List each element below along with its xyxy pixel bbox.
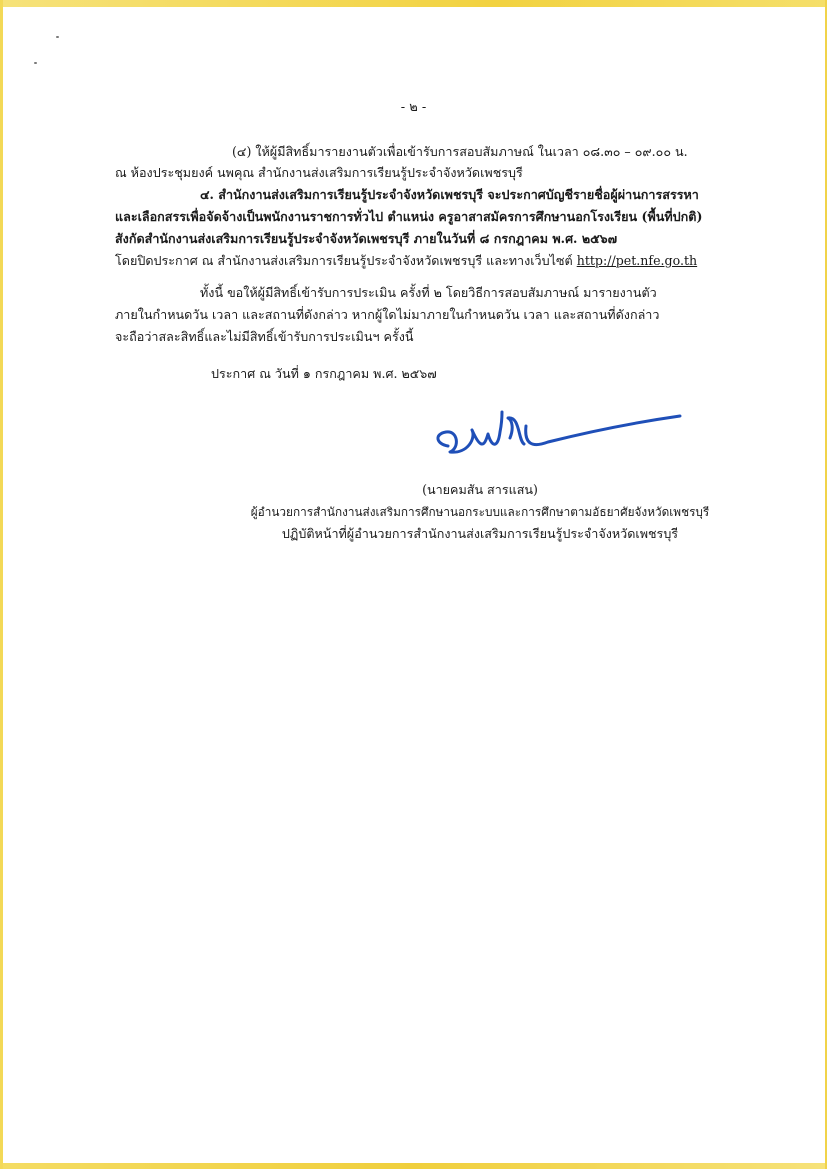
section-4-line-4-text: โดยปิดประกาศ ณ สำนักงานส่งเสริมการเรียนรู้ประจำจังหวัดเพชรบุรี และทางเว็บไซต์ <box>115 253 573 268</box>
website-link[interactable]: http://pet.nfe.go.th <box>576 253 698 268</box>
page-top-border <box>0 0 827 7</box>
paragraph-4-line-2: ณ ห้องประชุมยงค์ นพคุณ สำนักงานส่งเสริมการเรียนรู้ประจำจังหวัดเพชรบุรี <box>115 165 523 180</box>
signatory-title-2: ปฏิบัติหน้าที่ผู้อำนวยการสำนักงานส่งเสริมการเรียนรู้ประจำจังหวัดเพชรบุรี <box>281 526 679 541</box>
announcement-date: ประกาศ ณ วันที่ ๑ กรกฎาคม พ.ศ. ๒๕๖๗ <box>211 366 437 381</box>
section-4-line-3: สังกัดสำนักงานส่งเสริมการเรียนรู้ประจำจังหวัดเพชรบุรี ภายในวันที่ ๘ กรกฎาคม พ.ศ. ๒๕๖๗ <box>115 231 618 246</box>
section-4-line-4 <box>115 252 697 270</box>
paragraph-4-line-1: (๔) ให้ผู้มีสิทธิ์มารายงานตัวเพื่อเข้ารับการสอบสัมภาษณ์ ในเวลา ๐๘.๓๐ – ๐๙.๐๐ น. <box>232 144 688 159</box>
closing-line-3: จะถือว่าสละสิทธิ์และไม่มีสิทธิ์เข้ารับการประเมินฯ ครั้งนี้ <box>115 329 414 344</box>
scan-speck <box>34 62 37 64</box>
page-left-border <box>0 0 3 1169</box>
section-4-line-1: ๔. สำนักงานส่งเสริมการเรียนรู้ประจำจังหวัดเพชรบุรี จะประกาศบัญชีรายชื่อผู้ผ่านการสรรหา <box>200 187 699 202</box>
signatory-name: (นายคมสัน สารแสน) <box>422 482 538 497</box>
signatory-block <box>250 479 710 545</box>
closing-line-1: ทั้งนี้ ขอให้ผู้มีสิทธิ์เข้ารับการประเมิน ครั้งที่ ๒ โดยวิธีการสอบสัมภาษณ์ มารายงานตัว <box>200 285 657 300</box>
page-number: - ๒ - <box>400 100 427 115</box>
handwritten-signature <box>428 408 688 468</box>
page-bottom-border <box>0 1163 827 1169</box>
closing-line-2: ภายในกำหนดวัน เวลา และสถานที่ดังกล่าว หากผู้ใดไม่มาภายในกำหนดวัน เวลา และสถานที่ดังกล่าว <box>115 307 660 322</box>
section-4-line-2: และเลือกสรรเพื่อจัดจ้างเป็นพนักงานราชการทั่วไป ตำแหน่ง ครูอาสาสมัครการศึกษานอกโรงเรียน (พื้นที่ปกติ) <box>115 209 703 224</box>
signatory-title-1: ผู้อำนวยการสำนักงานส่งเสริมการศึกษานอกระบบและการศึกษาตามอัธยาศัยจังหวัดเพชรบุรี <box>250 505 710 519</box>
scan-speck <box>56 36 59 38</box>
